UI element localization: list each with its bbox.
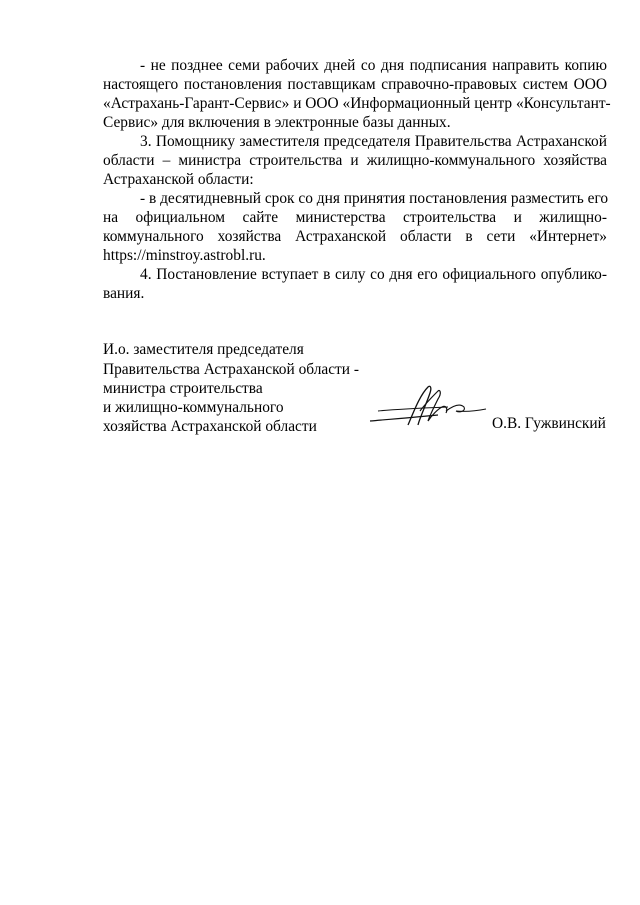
- body-line: вания.: [103, 285, 145, 302]
- body-line: настоящего постановления поставщикам справочно-правовых систем ООО: [103, 76, 607, 93]
- body-line: Сервис» для включения в электронные базы данных.: [103, 114, 451, 131]
- body-line: коммунального хозяйства Астраханской области в сети «Интернет»: [103, 228, 607, 245]
- body-line: - в десятидневный срок со дня принятия постановления разместить его: [140, 190, 609, 207]
- handwritten-signature: [368, 381, 488, 429]
- signer-title-line: министра строительства: [103, 380, 263, 397]
- signer-title-line: Правительства Астраханской области -: [103, 361, 359, 378]
- signer-title-line: и жилищно-коммунального: [103, 399, 284, 416]
- body-line: области – министра строительства и жилищно-коммунального хозяйства: [103, 152, 607, 169]
- body-line: на официальном сайте министерства строительства и жилищно-: [103, 209, 607, 226]
- body-line: Астраханской области:: [103, 171, 254, 188]
- signer-name: О.В. Гужвинский: [492, 415, 606, 432]
- website-url: https://minstroy.astrobl.ru.: [103, 247, 266, 264]
- body-line: 4. Постановление вступает в силу со дня его официального опублико-: [140, 266, 607, 283]
- body-line: 3. Помощнику заместителя председателя Правительства Астраханской: [140, 133, 607, 150]
- body-line: - не позднее семи рабочих дней со дня подписания направить копию: [140, 57, 607, 74]
- signer-title-line: И.о. заместителя председателя: [103, 341, 304, 358]
- body-line: «Астрахань-Гарант-Сервис» и ООО «Информационный центр «Консультант-: [103, 95, 611, 112]
- signer-title-line: хозяйства Астраханской области: [103, 418, 317, 435]
